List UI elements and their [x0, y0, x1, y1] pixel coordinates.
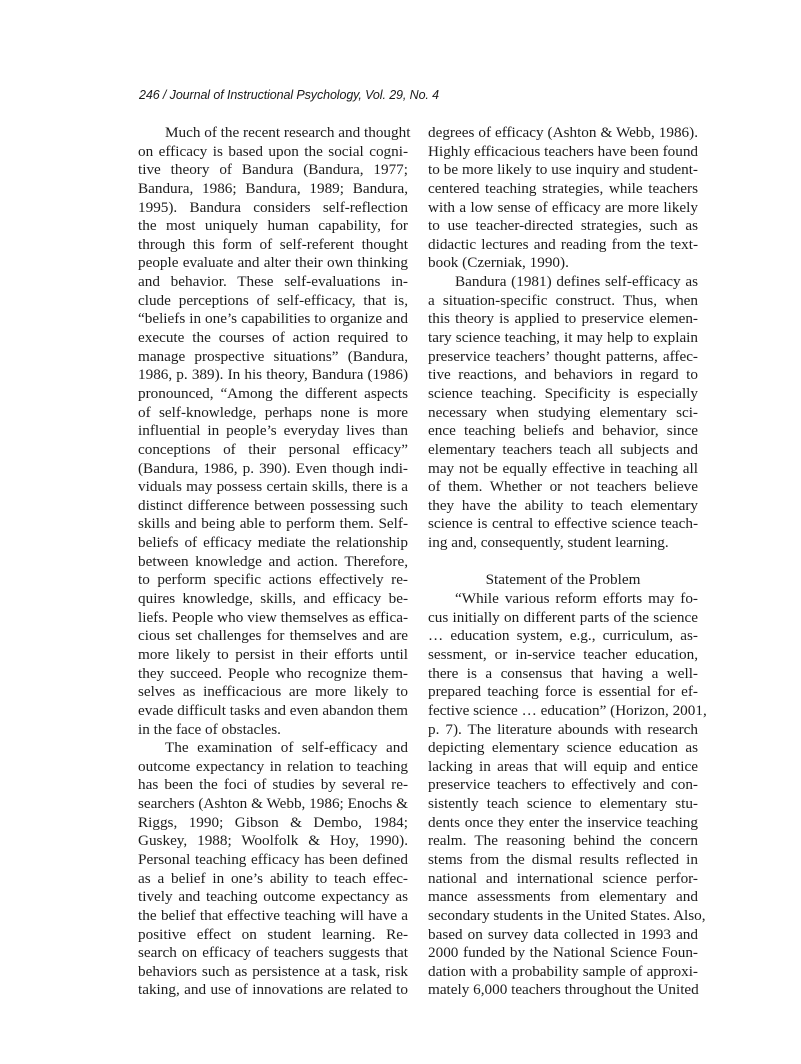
paragraph-degrees-of-efficacy — [428, 124, 698, 273]
text-line: mance assessments from elementary and — [428, 888, 698, 906]
text-line: necessary when studying elementary sci- — [428, 403, 698, 421]
paragraph-situation-specific — [428, 273, 698, 553]
text-line: taking, and use of innovations are related to — [138, 981, 408, 999]
text-line: The examination of self-efficacy and — [165, 739, 408, 757]
text-line: liefs. People who view themselves as effica- — [138, 608, 408, 626]
text-line: they have the ability to teach elementary — [428, 496, 698, 514]
text-line: Bandura, 1986; Bandura, 1989; Bandura, — [138, 179, 408, 197]
text-line: outcome expectancy in relation to teaching — [138, 757, 408, 775]
text-line: 1995). Bandura considers self-reflection — [138, 198, 408, 216]
right-column — [428, 124, 707, 1000]
text-line: lacking in areas that will equip and entice — [428, 757, 698, 775]
text-line: didactic lectures and reading from the text- — [428, 235, 698, 253]
text-line: preservice teachers’ thought patterns, affec- — [428, 347, 698, 365]
text-line: elementary teachers teach all subjects and — [428, 440, 698, 458]
text-line: national and international science perfor- — [428, 869, 698, 887]
text-line: prepared teaching force is essential for ef- — [428, 683, 698, 701]
text-line: based on survey data collected in 1993 and — [428, 925, 698, 943]
text-line: the belief that effective teaching will have a — [138, 906, 408, 924]
text-line: clude perceptions of self-efficacy, that is, — [138, 291, 408, 309]
text-line: cious set challenges for themselves and are — [138, 627, 408, 645]
text-line: depicting elementary science education as — [428, 739, 698, 757]
text-line: influential in people’s everyday lives than — [138, 422, 408, 440]
text-line: beliefs of efficacy mediate the relationship — [138, 534, 408, 552]
text-line: sessment, or in-service teacher education, — [428, 645, 698, 663]
text-line: the most uniquely human capability, for — [138, 217, 408, 235]
text-line: tary science teaching, it may help to explain — [428, 329, 698, 347]
text-line: realm. The reasoning behind the concern — [428, 832, 698, 850]
text-line: book (Czerniak, 1990). — [428, 254, 569, 272]
text-line: skills and being able to perform them. Self- — [138, 515, 408, 533]
text-line: evade difficult tasks and even abandon them — [138, 701, 408, 719]
text-line: Riggs, 1990; Gibson & Dembo, 1984; — [138, 813, 408, 831]
text-line: “While various reform efforts may fo- — [455, 590, 698, 608]
text-line: Highly efficacious teachers have been found — [428, 142, 699, 160]
text-line: of self-knowledge, perhaps none is more — [138, 403, 408, 421]
text-line: science teaching. Specificity is especially — [428, 384, 698, 402]
text-line: distinct difference between possessing such — [138, 496, 408, 514]
section-heading: Statement of the Problem — [485, 571, 641, 589]
text-line: degrees of efficacy (Ashton & Webb, 1986). — [428, 124, 698, 141]
text-line: behaviors such as persistence at a task, risk — [138, 962, 408, 980]
left-column — [138, 124, 411, 1000]
text-line: quires knowledge, skills, and efficacy be- — [138, 590, 408, 608]
text-line: to be more likely to use inquiry and student- — [428, 161, 698, 179]
text-line: through this form of self-referent thought — [138, 235, 408, 253]
text-line: Bandura (1981) defines self-efficacy as — [455, 273, 698, 291]
text-line: mately 6,000 teachers throughout the United — [428, 981, 699, 999]
text-line: 1986, p. 389). In his theory, Bandura (1986) — [138, 366, 408, 384]
text-line: Personal teaching efficacy has been defined — [138, 850, 408, 868]
text-line: execute the courses of action required to — [138, 329, 408, 347]
text-line: fective science … education” (Horizon, 2001, — [428, 701, 707, 719]
text-line: may not be equally effective in teaching all — [428, 459, 698, 477]
text-line: people evaluate and alter their own thinking — [138, 254, 408, 272]
text-line: there is a consensus that having a well- — [428, 664, 698, 682]
text-line: ing and, consequently, student learning. — [428, 534, 669, 552]
text-line: (Bandura, 1986, p. 390). Even though indi- — [138, 459, 408, 477]
text-line: tively and teaching outcome expectancy as — [138, 888, 408, 906]
text-line: … education system, e.g., curriculum, as- — [428, 627, 698, 645]
text-line: on efficacy is based upon the social cogni- — [138, 142, 408, 160]
text-line: more likely to persist in their efforts until — [138, 645, 408, 663]
text-line: ence teaching beliefs and behavior, since — [428, 422, 698, 440]
text-line: they succeed. People who recognize them- — [138, 664, 408, 682]
text-line: in the face of obstacles. — [138, 720, 281, 738]
text-line: 2000 funded by the National Science Foun- — [428, 944, 698, 962]
running-head: 246 / Journal of Instructional Psychology, Vol. 29, No. 4 — [139, 88, 440, 102]
text-line: tive reactions, and behaviors in regard to — [428, 366, 698, 384]
text-line: of them. Whether or not teachers believe — [428, 478, 698, 496]
text-line: viduals may possess certain skills, there is a — [138, 478, 408, 496]
text-line: search on efficacy of teachers suggests that — [138, 944, 408, 962]
text-line: to use teacher-directed strategies, such as — [428, 217, 698, 235]
text-line: pronounced, “Among the different aspects — [138, 384, 408, 402]
text-line: sistently teach science to elementary stu- — [428, 795, 698, 813]
text-line: preservice teachers to effectively and con- — [428, 776, 698, 794]
text-line: to perform specific actions effectively re- — [138, 571, 408, 589]
text-line: selves as inefficacious are more likely to — [138, 683, 408, 701]
text-line: dents once they enter the inservice teaching — [428, 813, 698, 831]
text-line: as a belief in one’s ability to teach effec- — [138, 869, 408, 887]
text-line: a situation-specific construct. Thus, when — [428, 291, 698, 309]
text-line: conceptions of their personal efficacy” — [138, 440, 408, 458]
paragraph-self-efficacy-theory — [138, 124, 411, 739]
text-line: stems from the dismal results reflected in — [428, 851, 698, 868]
text-line: tive theory of Bandura (Bandura, 1977; — [138, 161, 408, 179]
text-line: science is central to effective science teach- — [428, 515, 698, 533]
text-line: cus initially on different parts of the science — [428, 608, 698, 626]
text-line: and behavior. These self-evaluations in- — [138, 273, 408, 291]
paragraph-teaching-efficacy — [138, 739, 408, 1000]
text-line: manage prospective situations” (Bandura, — [138, 347, 408, 365]
text-line: with a low sense of efficacy are more likely — [428, 198, 698, 216]
text-line: has been the foci of studies by several re- — [138, 776, 408, 794]
text-line: p. 7). The literature abounds with research — [428, 720, 698, 738]
text-line: searchers (Ashton & Webb, 1986; Enochs & — [138, 795, 408, 813]
text-line: Much of the recent research and thought — [165, 124, 411, 141]
text-line: “beliefs in one’s capabilities to organize and — [138, 310, 408, 328]
text-line: dation with a probability sample of approxi- — [428, 962, 698, 980]
text-line: Guskey, 1988; Woolfolk & Hoy, 1990). — [138, 832, 408, 850]
text-line: this theory is applied to preservice elemen- — [428, 310, 698, 328]
text-line: secondary students in the United States. Also, — [428, 906, 706, 924]
text-line: between knowledge and action. Therefore, — [138, 552, 408, 570]
paragraph-statement-of-problem — [428, 590, 707, 1000]
text-line: positive effect on student learning. Re- — [138, 925, 408, 943]
text-line: centered teaching strategies, while teachers — [428, 179, 698, 197]
